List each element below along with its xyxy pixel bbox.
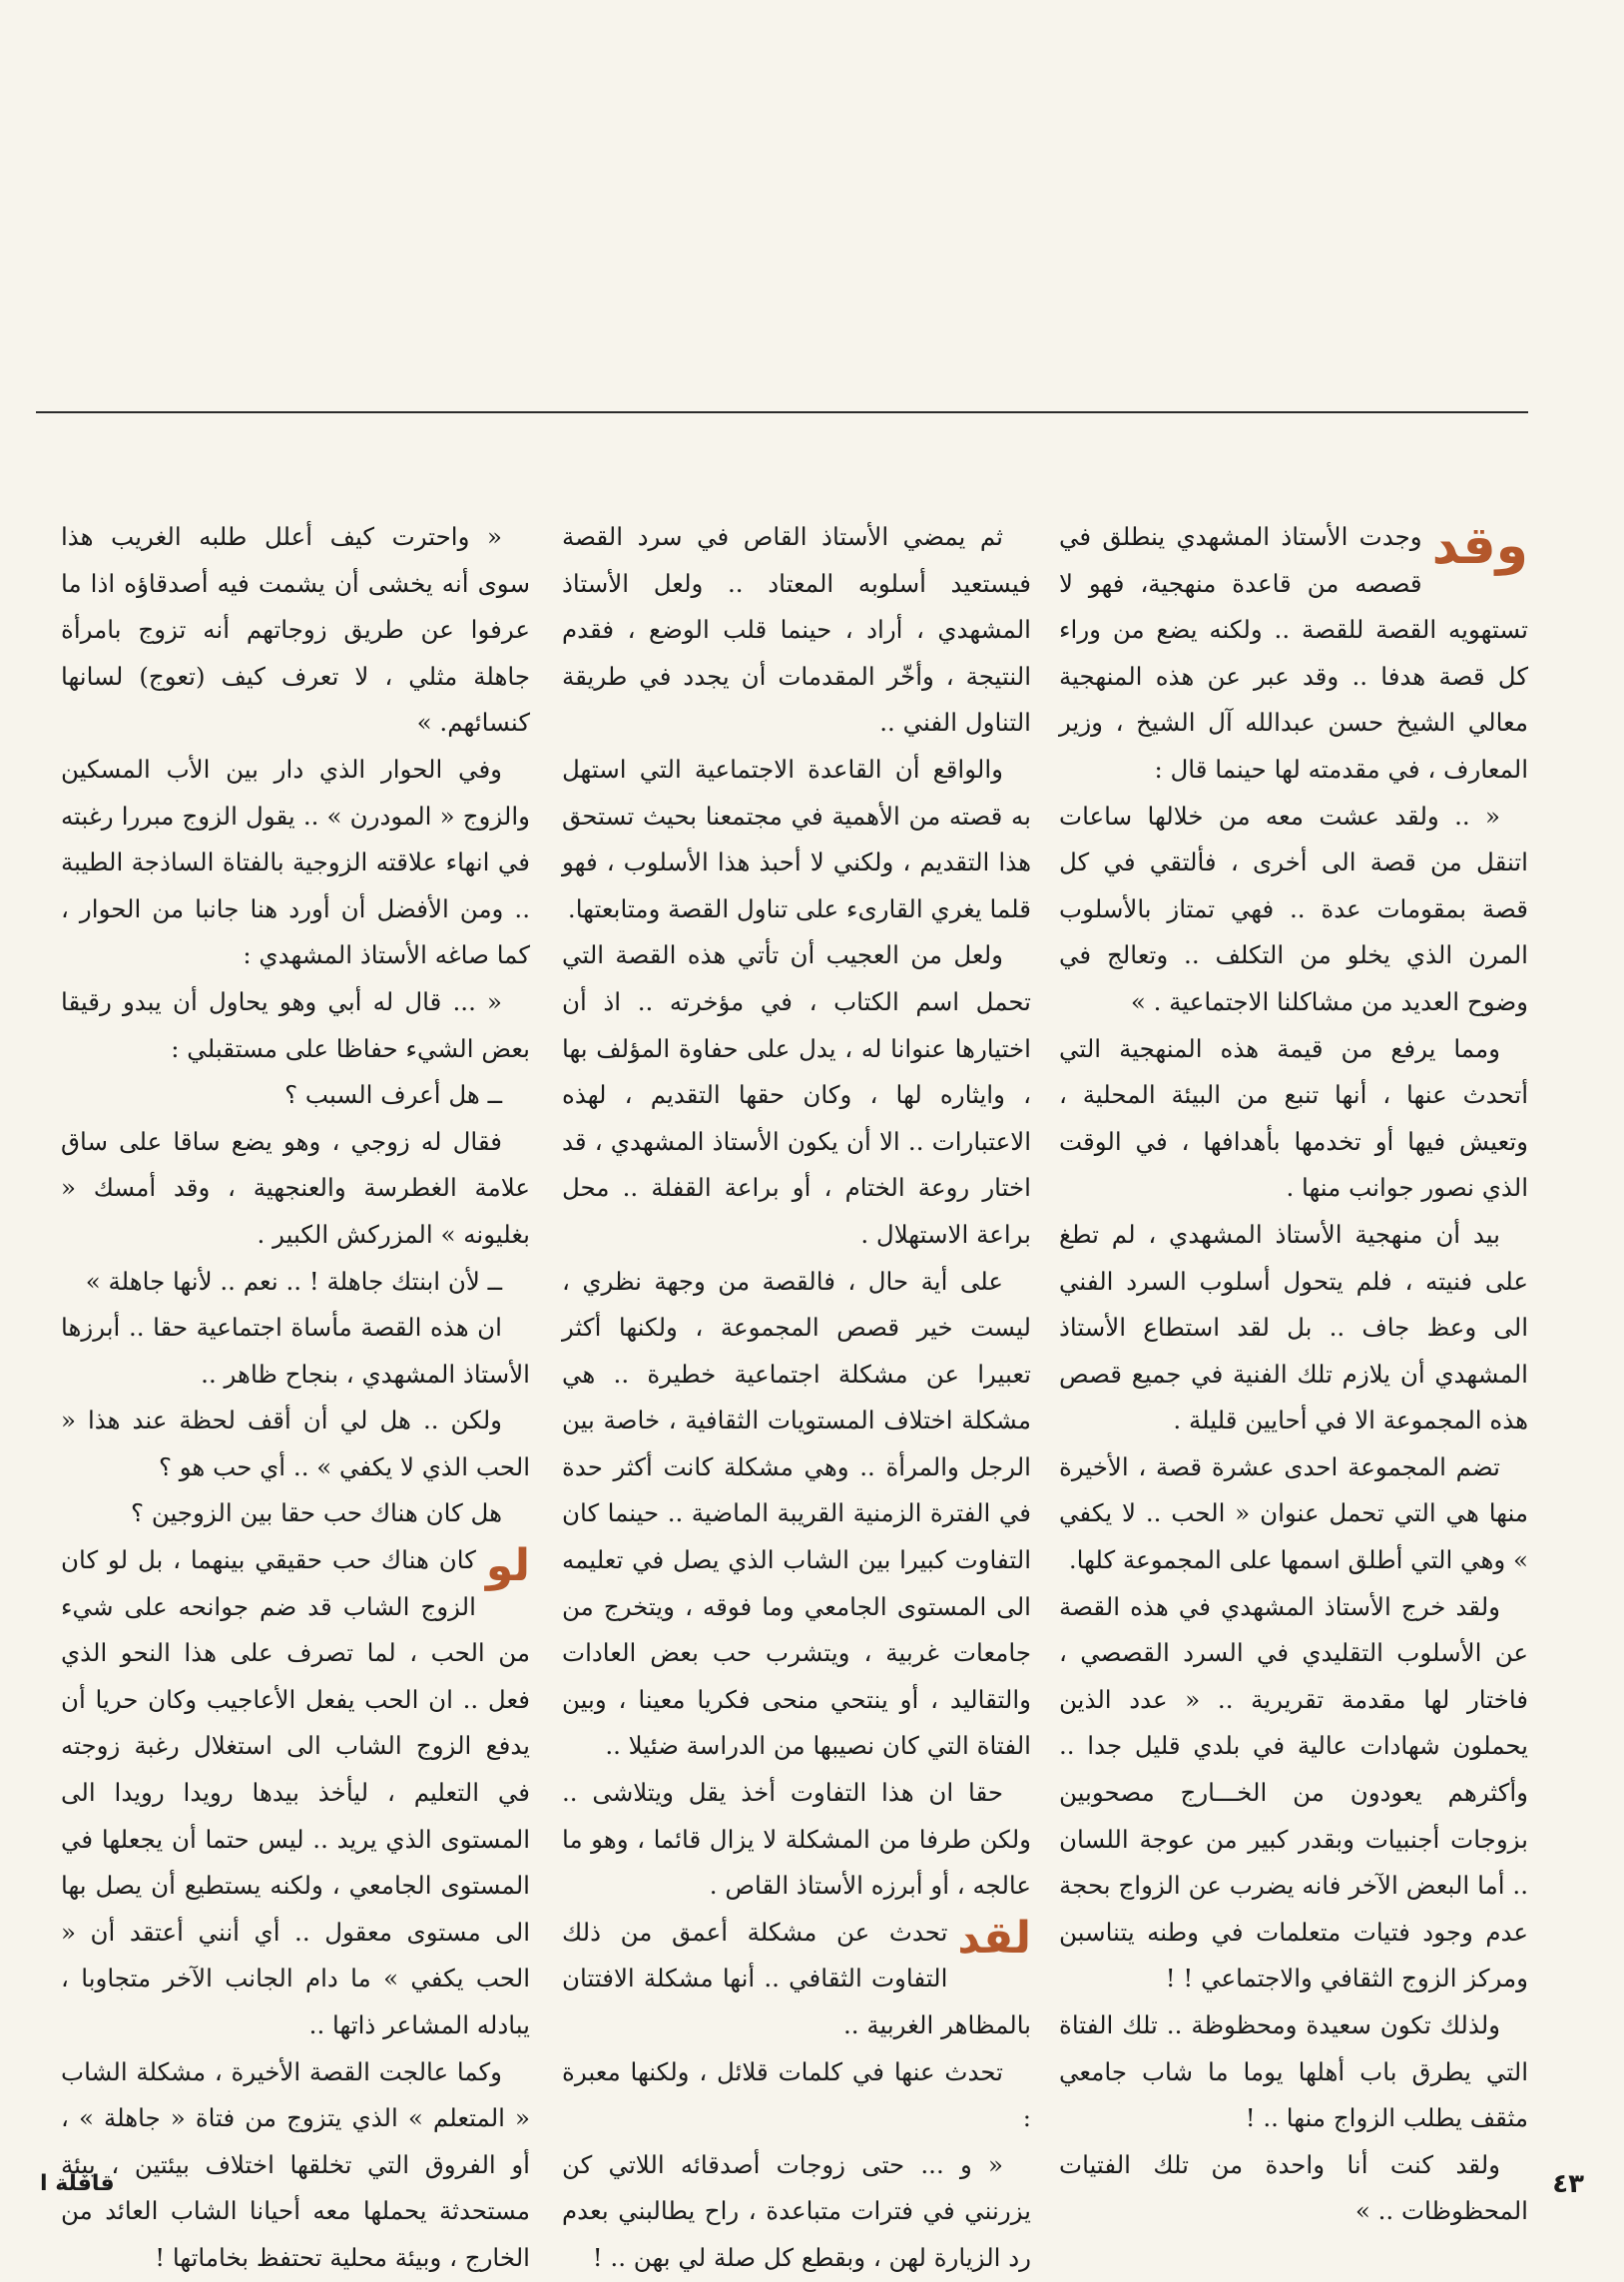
paragraph: هل كان هناك حب حقا بين الزوجين ؟ [131, 1498, 502, 1528]
paragraph: ولقد كنت أنا واحدة من تلك الفتيات المحظوظات .. » [1059, 2149, 1528, 2226]
paragraph: على أية حال ، فالقصة من وجهة نظري ، ليست خير قصص المجموعة ، ولكنها أكثر تعبيرا عن مشكلة اجتماعية خطيرة .. هي مشكلة اختلاف المستويات الثقافية ، خاصة بين الرجل والمرأة .. وهي مشكلة كانت أكثر حدة في الفترة الزمنية القريبة الماضية .. حينما كان التفاوت كبيرا بين الشاب الذي يصل في تعليمه الى المستوى الجامعي وما فوقه ، ويتخرج من جامعات غربية ، ويتشرب حب بعض العادات والتقاليد ، أو ينتحي منحى فكريا معينا ، وبين الفتاة التي كان نصيبها من الدراسة ضئيلا .. [562, 1266, 1031, 1761]
paragraph: ولذلك تكون سعيدة ومحظوظة .. تلك الفتاة التي يطرق باب أهلها يوما ما شاب جامعي مثقف يطلب الزواج منها .. ! [1059, 2010, 1528, 2133]
paragraph: بيد أن منهجية الأستاذ المشهدي ، لم تطغ على فنيته ، فلم يتحول أسلوب السرد الفني الى وعظ جاف .. بل لقد استطاع الأستاذ المشهدي أن يلازم تلك الفنية في جميع قصص هذه المجموعة الا في أحايين قليلة . [1059, 1219, 1528, 1435]
paragraph: ــ لأن ابنتك جاهلة ! .. نعم .. لأنها جاهلة » [85, 1266, 502, 1296]
horizontal-rule [36, 411, 1528, 413]
paragraph-text: تحدث عن مشكلة أعمق من ذلك التفاوت الثقافي .. أنها مشكلة الافتتان بالمظاهر الغربية .. [562, 1917, 1031, 2039]
dropcap-laqad: لقد [957, 1912, 1031, 1964]
paragraph [1059, 514, 1528, 794]
paragraph: فقال له زوجي ، وهو يضع ساقا على ساق علامة الغطرسة والعنجهية ، وقد أمسك « بغليونه » المزركش الكبير . [61, 1126, 530, 1249]
paragraph: « واحترت كيف أعلل طلبه الغريب هذا سوى أنه يخشى أن يشمت فيه أصدقاؤه اذا ما عرفوا عن طريق زوجاتهم أنه تزوج بامرأة جاهلة مثلي ، لا تعرف كيف (تعوج) لسانها كنسائهم. » [61, 522, 530, 738]
paragraph: ولكن .. هل لي أن أقف لحظة عند هذا « الحب الذي لا يكفي » .. أي حب هو ؟ [61, 1406, 530, 1481]
magazine-name: قافلة ا [40, 2171, 115, 2196]
paragraph: حقا ان هذا التفاوت أخذ يقل ويتلاشى .. ولكن طرفا من المشكلة لا يزال قائما ، وهو ما عالجه ، أو أبرزه الأستاذ القاص . [562, 1778, 1031, 1901]
paragraph: ــ هل أعرف السبب ؟ [284, 1080, 502, 1110]
paragraph: وكما عالجت القصة الأخيرة ، مشكلة الشاب « المتعلم » الذي يتزوج من فتاة « جاهلة » ، أو الفروق التي تخلقها اختلاف بيئتين ، بيئة مستحدثة يحملها معه أحيانا الشاب العائد من الخارج ، وبيئة محلية تحتفظ بخاماتها ! [61, 2056, 530, 2272]
paragraph: « و ... حتى زوجات أصدقائه اللاتي كن يزرنني في فترات متباعدة ، راح يطالبني بعدم رد الزيارة لهن ، وبقطع كل صلة لي بهن .. ! [562, 2149, 1031, 2272]
paragraph: وفي الحوار الذي دار بين الأب المسكين والزوج « المودرن » .. يقول الزوج مبررا رغبته في انهاء علاقته الزوجية بالفتاة الساذجة الطيبة .. ومن الأفضل أن أورد هنا جانبا من الحوار ، كما صاغه الأستاذ المشهدي : [61, 754, 530, 970]
paragraph-text: كان هناك حب حقيقي بينهما ، بل لو كان الزوج الشاب قد ضم جوانحه على شيء من الحب ، لما تصرف على هذا النحو الذي فعل .. ان الحب يفعل الأعاجيب وكان حريا أن يدفع الزوج الشاب الى استغلال رغبة زوجته في التعليم ، ليأخذ بيدها رويدا رويدا الى المستوى الذي يريد .. ليس حتما أن يجعلها في المستوى الجامعي ، ولكنه يستطيع أن يصل بها الى مستوى معقول .. أي أنني أعتقد أن « الحب يكفي » ما دام الجانب الآخر متجاوبا ، يبادله المشاعر ذاتها .. [61, 1545, 530, 2039]
paragraph [562, 1910, 1031, 2049]
paragraph: تضم المجموعة احدى عشرة قصة ، الأخيرة منها هي التي تحمل عنوان « الحب .. لا يكفي » وهي التي أطلق اسمها على المجموعة كلها. [1059, 1451, 1528, 1575]
paragraph: ومما يرفع من قيمة هذه المنهجية التي أتحدث عنها ، أنها تنبع من البيئة المحلية ، وتعيش فيها أو تخدمها بأهدافها ، في الوقت الذي نصور جوانب منها . [1059, 1033, 1528, 1203]
paragraph [61, 1537, 530, 2049]
page-number: ٤٣ [1552, 2169, 1584, 2199]
column-right [1059, 514, 1528, 2226]
paragraph: « ... قال له أبي وهو يحاول أن يبدو رقيقا بعض الشيء حفاظا على مستقبلي : [61, 986, 530, 1063]
paragraph: تحدث عنها في كلمات قلائل ، ولكنها معبرة : [562, 2056, 1031, 2133]
paragraph: ولقد خرج الأستاذ المشهدي في هذه القصة عن الأسلوب التقليدي في السرد القصصي ، فاختار لها مقدمة تقريرية .. « عدد الذين يحملون شهادات عالية في بلدي قليل جدا .. وأكثرهم يعودون من الخـــارج مصحوبين بزوجات أجنبيات وبقدر كبير من عوجة اللسان .. أما البعض الآخر فانه يضرب عن الزواج بحجة عدم وجود فتيات متعلمات في وطنه يتناسبن ومركز الزوج الثقافي والاجتماعي ! ! [1059, 1591, 1528, 1994]
paragraph: « .. ولقد عشت معه من خلالها ساعات اتنقل من قصة الى أخرى ، فألتقي في كل قصة بمقومات عدة .. فهي تمتاز بالأسلوب المرن الذي يخلو من التكلف .. وتعالج في وضوح العديد من مشاكلنا الاجتماعية . » [1059, 801, 1528, 1016]
paragraph: والواقع أن القاعدة الاجتماعية التي استهل به قصته من الأهمية في مجتمعنا بحيث تستحق هذا التقديم ، ولكني لا أحبذ هذا الأسلوب ، فهو قلما يغري القارىء على تناول القصة ومتابعتها. [562, 754, 1031, 923]
paragraph: ثم يمضي الأستاذ القاص في سرد القصة فيستعيد أسلوبه المعتاد .. ولعل الأستاذ المشهدي ، أراد ، حينما قلب الوضع ، فقدم النتيجة ، وأخّر المقدمات أن يجدد في طريقة التناول الفني .. [562, 522, 1031, 738]
paragraph: ولعل من العجيب أن تأتي هذه القصة التي تحمل اسم الكتاب ، في مؤخرته .. اذ أن اختيارها عنوانا له ، يدل على حفاوة المؤلف بها ، وايثاره لها ، وكان حقها التقديم ، لهذه الاعتبارات .. الا أن يكون الأستاذ المشهدي ، قد اختار روعة الختام ، أو براعة القفلة .. محل براعة الاستهلال . [562, 940, 1031, 1249]
paragraph: ان هذه القصة مأساة اجتماعية حقا .. أبرزها الأستاذ المشهدي ، بنجاح ظاهر .. [61, 1313, 530, 1389]
column-middle [562, 514, 1031, 2272]
dropcap-law: لو [485, 1540, 530, 1592]
paragraph-text: وجدت الأستاذ المشهدي ينطلق في قصصه من قاعدة منهجية، فهو لا تستهويه القصة للقصة .. ولكنه يضع من وراء كل قصة هدفا .. وقد عبر عن هذه المنهجية معالي الشيخ حسن عبدالله آل الشيخ ، وزير المعارف ، في مقدمته لها حينما قال : [1059, 522, 1528, 784]
dropcap-waqad: وقد [1431, 516, 1528, 576]
blank-top-area [0, 0, 1624, 411]
